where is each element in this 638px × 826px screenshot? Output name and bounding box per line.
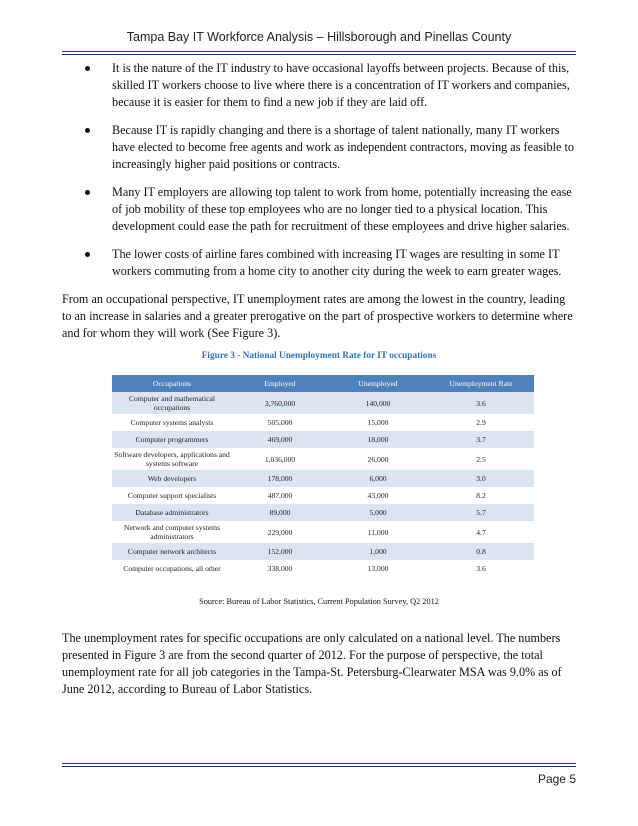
bullet-dot-icon [85, 128, 90, 133]
table-cell: Computer network architects [112, 543, 232, 560]
bullet-text: It is the nature of the IT industry to have occasional layoffs between projects. Because of this, skilled IT workers choose to live where there is a concentration of IT workers and companies, because it is easier for them to find a new job if they are laid off. [112, 61, 570, 109]
table-cell: 1,000 [328, 543, 428, 560]
table-cell: 18,000 [328, 431, 428, 448]
table-cell: 3.7 [428, 431, 534, 448]
column-header: Employed [232, 375, 328, 392]
table-cell: 11,000 [328, 521, 428, 543]
table-row [112, 431, 534, 448]
table-cell: 43,000 [328, 487, 428, 504]
column-header: Unemployed [328, 375, 428, 392]
bullet-dot-icon [85, 66, 90, 71]
table-cell: 15,000 [328, 414, 428, 431]
figure-source: Source: Bureau of Labor Statistics, Current Population Survey, Q2 2012 [199, 597, 439, 606]
table-cell: 229,000 [232, 521, 328, 543]
table-cell: 2.5 [428, 448, 534, 470]
table-cell: 152,000 [232, 543, 328, 560]
footer-rule [62, 763, 576, 764]
table-cell: 5,000 [328, 504, 428, 521]
table-cell: Computer programmers [112, 431, 232, 448]
table-row [112, 487, 534, 504]
table-cell: 469,000 [232, 431, 328, 448]
table-header-row [112, 375, 534, 392]
bullet-item [62, 246, 576, 280]
footer-rule-thin [62, 766, 576, 767]
table-cell: 3.6 [428, 392, 534, 414]
table-row [112, 448, 534, 470]
table-row [112, 470, 534, 487]
table-cell: Web developers [112, 470, 232, 487]
column-header: Unemployment Rate [428, 375, 534, 392]
table-cell: 2.9 [428, 414, 534, 431]
page-body [62, 60, 576, 698]
table-cell: 178,000 [232, 470, 328, 487]
bullet-item [62, 184, 576, 235]
bullet-text: Because IT is rapidly changing and there is a shortage of talent nationally, many IT workers have elected to become free agents and work as independent contractors, moving as feasible to increasingly higher paid positions or contracts. [112, 123, 574, 171]
bullet-text: Many IT employers are allowing top talent to work from home, potentially increasing the ease of job mobility of these top employees who are no longer tied to a physical location. This development could ease the path for recruitment of these employees and drive higher salaries. [112, 185, 572, 233]
page-number: Page 5 [537, 772, 576, 786]
paragraph-unemployment: The unemployment rates for specific occupations are only calculated on a national level. The numbers presented in Figure 3 are from the second quarter of 2012. For the purpose of perspective, the total unemployment rate for all job categories in the Tampa-St. Petersburg-Clearwater MSA was 9.0% as of June 2012, according to Bureau of Labor Statistics. [62, 631, 562, 696]
table-cell: 13,000 [328, 560, 428, 577]
table-cell: 0.8 [428, 543, 534, 560]
bullet-text: The lower costs of airline fares combined with increasing IT wages are resulting in some IT workers commuting from a home city to another city during the week to earn greater wages. [112, 247, 562, 278]
table-cell: Computer systems analysts [112, 414, 232, 431]
table-cell: Database administrators [112, 504, 232, 521]
bullet-item [62, 60, 576, 111]
table-cell: 1,036,000 [232, 448, 328, 470]
table-row [112, 521, 534, 543]
bullet-dot-icon [85, 190, 90, 195]
table-row [112, 392, 534, 414]
table-cell: 6,000 [328, 470, 428, 487]
table-cell: 3,760,000 [232, 392, 328, 414]
header-rule-thin [62, 54, 576, 55]
table-cell: 3.0 [428, 470, 534, 487]
table-row [112, 560, 534, 577]
column-header: Occupations [112, 375, 232, 392]
bullet-item [62, 122, 576, 173]
table-cell: 8.2 [428, 487, 534, 504]
table-cell: 338,000 [232, 560, 328, 577]
table-cell: 487,000 [232, 487, 328, 504]
table-cell: 140,000 [328, 392, 428, 414]
table-cell: 26,000 [328, 448, 428, 470]
header-rule [62, 51, 576, 52]
table-cell: 5.7 [428, 504, 534, 521]
table-cell: 4.7 [428, 521, 534, 543]
figure-caption: Figure 3 - National Unemployment Rate for IT occupations [201, 351, 437, 361]
paragraph-occupational: From an occupational perspective, IT unemployment rates are among the lowest in the country, leading to an increase in salaries and a greater prerogative on the part of prospective workers to determine where and for whom they will work (See Figure 3). [62, 292, 573, 340]
running-header: Tampa Bay IT Workforce Analysis – Hillsborough and Pinellas County [126, 30, 512, 44]
table-cell: Network and computer systems administrators [112, 521, 232, 543]
table-cell: Computer support specialists [112, 487, 232, 504]
table-cell: Computer occupations, all other [112, 560, 232, 577]
bullet-list [62, 60, 576, 280]
bullet-dot-icon [85, 252, 90, 257]
table-cell: 505,000 [232, 414, 328, 431]
table-cell: 89,000 [232, 504, 328, 521]
table-cell: 3.6 [428, 560, 534, 577]
table-row [112, 504, 534, 521]
table-row [112, 543, 534, 560]
table-row [112, 414, 534, 431]
table-cell: Software developers, applications and systems software [112, 448, 232, 470]
unemployment-table [112, 375, 534, 577]
table-cell: Computer and mathematical occupations [112, 392, 232, 414]
